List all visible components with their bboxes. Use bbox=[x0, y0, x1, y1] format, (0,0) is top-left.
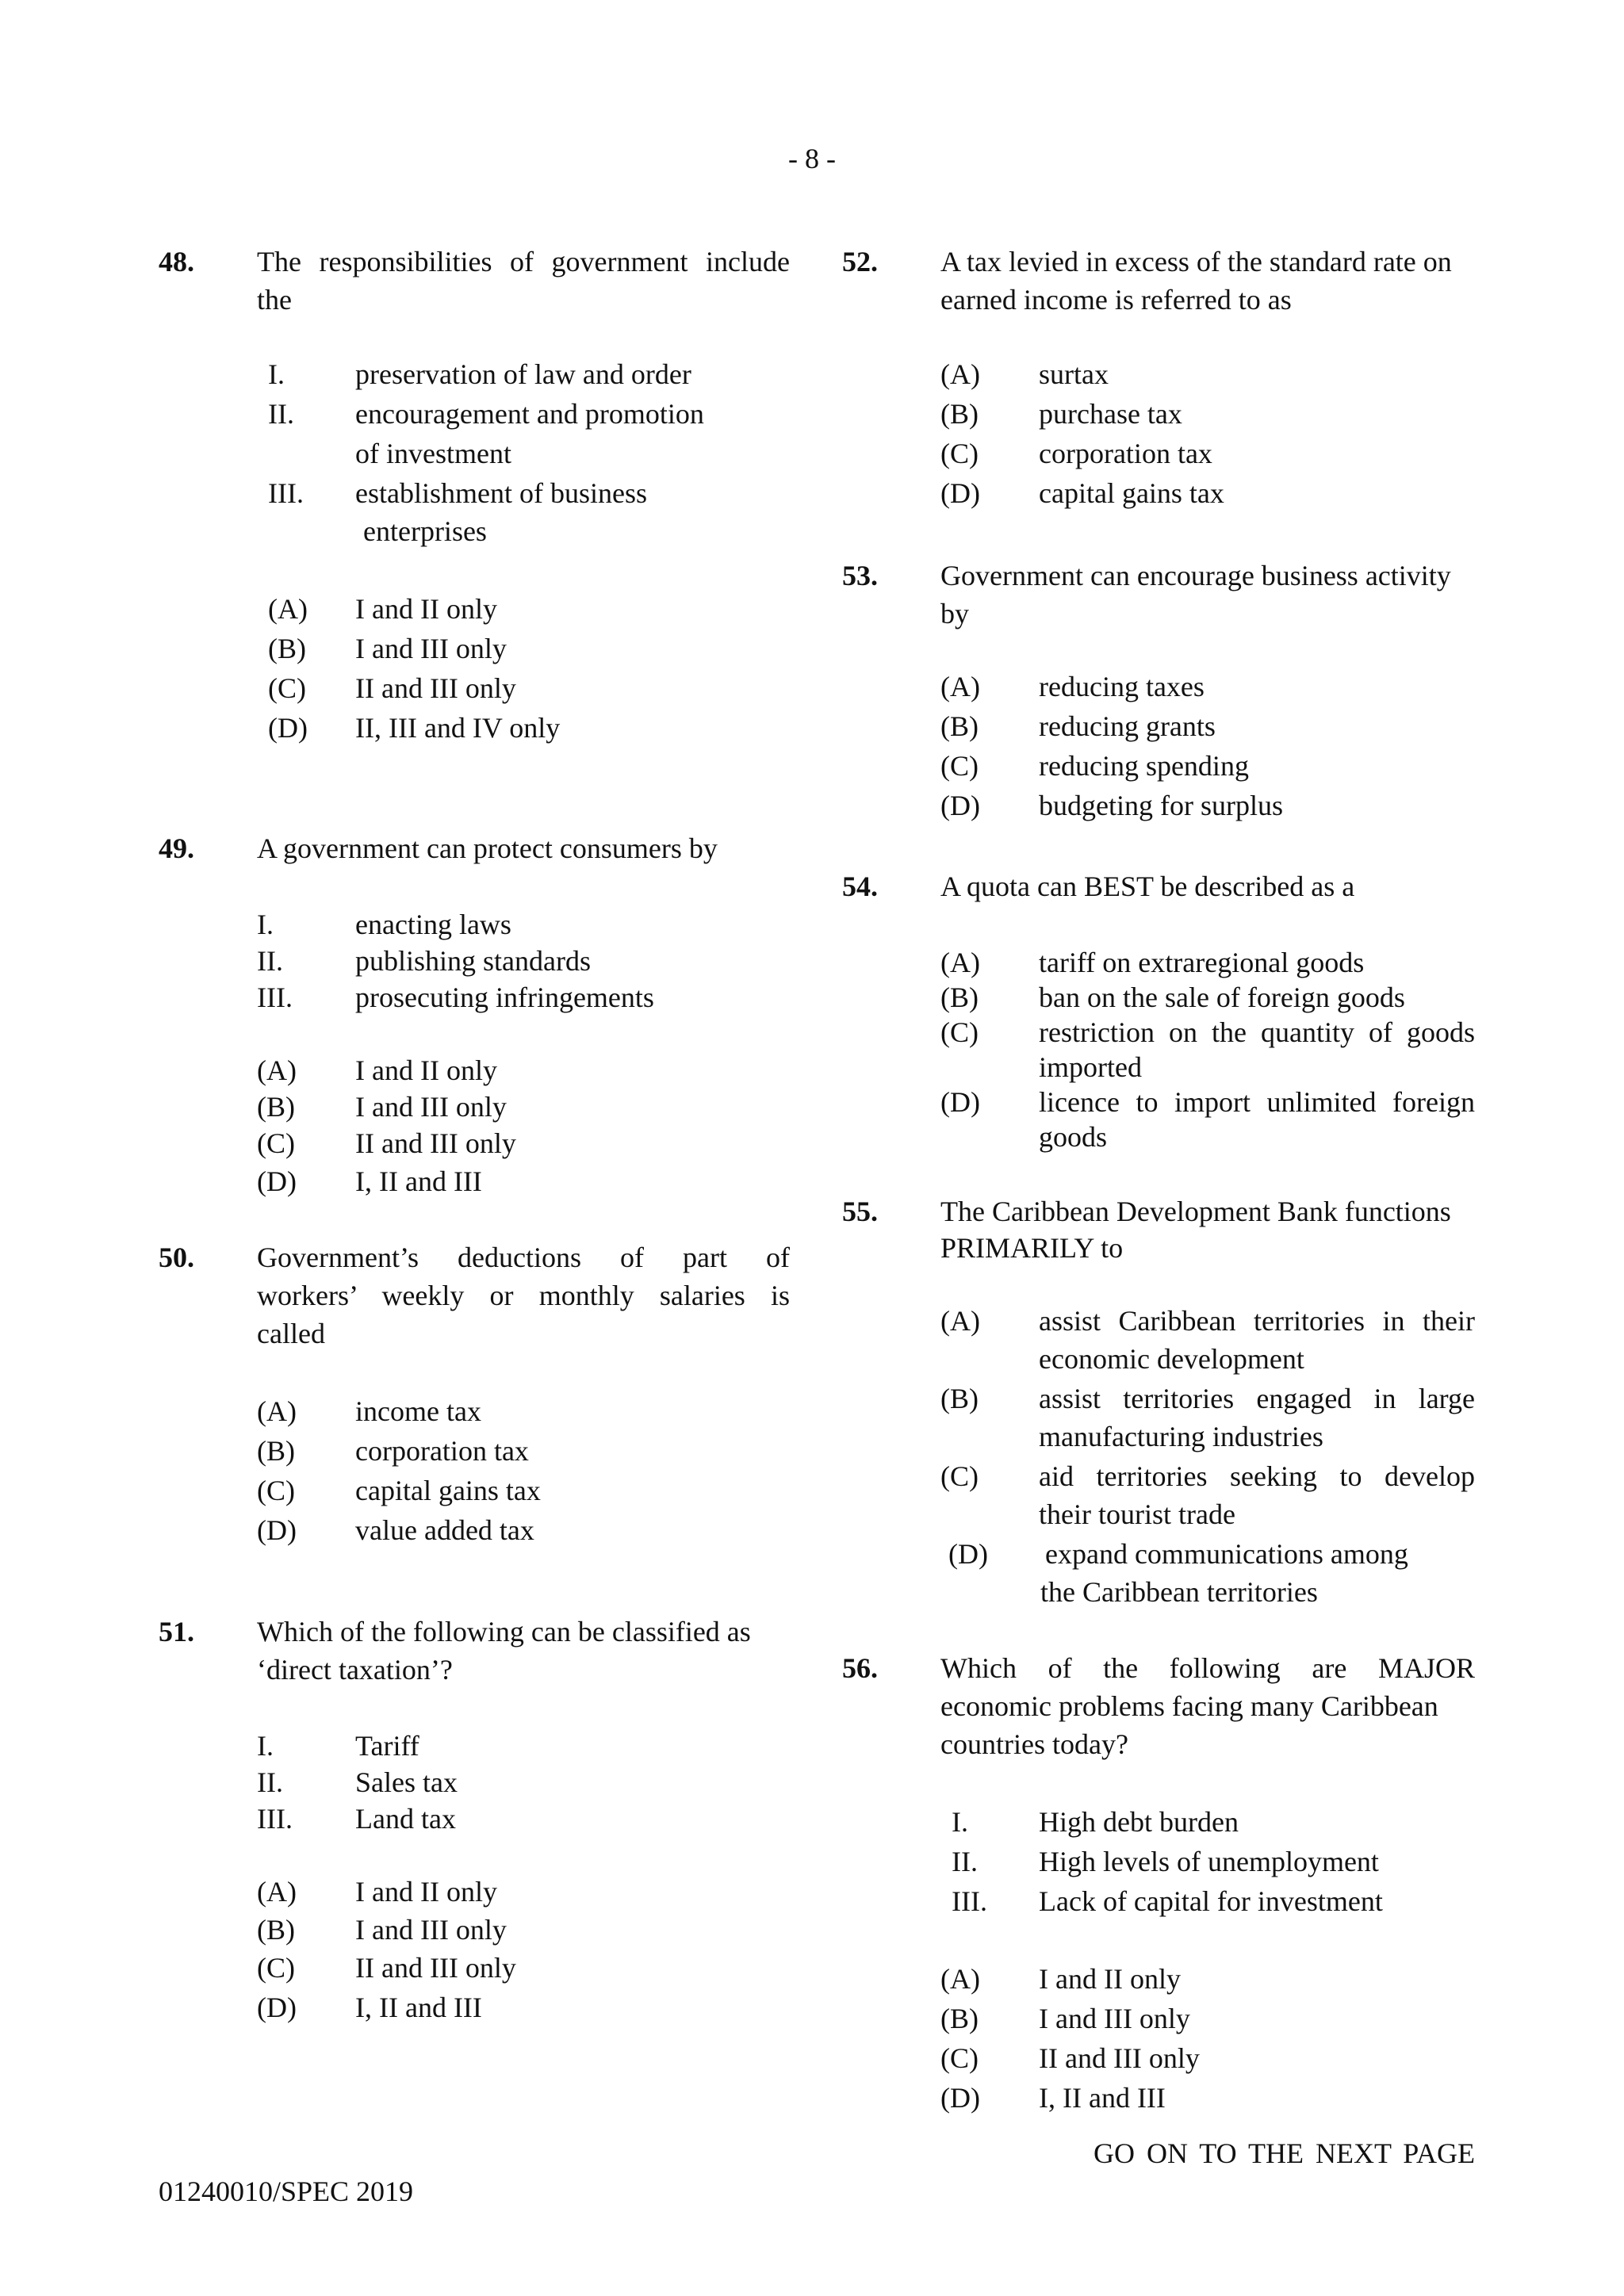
question-stem-line: Government’s deductions of part of bbox=[257, 1242, 790, 1273]
question-stem-line: Government can encourage business activity bbox=[940, 560, 1451, 591]
option-label: (A) bbox=[940, 358, 980, 390]
question-stem-line: ‘direct taxation’? bbox=[257, 1654, 453, 1686]
option-text: value added tax bbox=[355, 1514, 534, 1546]
item-label: III. bbox=[268, 477, 304, 509]
option-label: (D) bbox=[257, 1992, 297, 2023]
item-text: Lack of capital for investment bbox=[1039, 1885, 1383, 1917]
item-text: Tariff bbox=[355, 1730, 419, 1762]
option-text: aid territories seeking to develop bbox=[1039, 1460, 1475, 1492]
question-stem-line: The responsibilities of government include bbox=[257, 246, 790, 277]
question-stem-line: A government can protect consumers by bbox=[257, 832, 718, 864]
option-text: II and III only bbox=[355, 1952, 516, 1984]
item-text: Land tax bbox=[355, 1803, 456, 1835]
question-stem-line: countries today? bbox=[940, 1728, 1128, 1760]
option-label: (A) bbox=[257, 1395, 297, 1427]
item-text: encouragement and promotion bbox=[355, 398, 704, 430]
question-number: 48. bbox=[159, 246, 194, 277]
item-label: II. bbox=[257, 945, 283, 977]
question-number: 55. bbox=[842, 1196, 878, 1227]
option-text: tariff on extraregional goods bbox=[1039, 947, 1365, 978]
question-stem-line: Which of the following can be classified as bbox=[257, 1616, 751, 1647]
option-label: (B) bbox=[940, 1383, 979, 1414]
item-text: publishing standards bbox=[355, 945, 591, 977]
question-stem-line: PRIMARILY to bbox=[940, 1232, 1124, 1264]
item-label: III. bbox=[257, 1803, 293, 1835]
option-text: I and III only bbox=[355, 1091, 507, 1123]
question-number: 49. bbox=[159, 832, 194, 864]
option-text: capital gains tax bbox=[1039, 477, 1224, 509]
option-label: (B) bbox=[940, 2003, 979, 2034]
item-label: I. bbox=[952, 1806, 968, 1838]
question-stem-line: the bbox=[257, 284, 292, 316]
option-label: (C) bbox=[940, 2042, 979, 2074]
option-text: surtax bbox=[1039, 358, 1109, 390]
item-label: I. bbox=[257, 1730, 274, 1762]
option-text: I and II only bbox=[1039, 1963, 1181, 1995]
option-label: (B) bbox=[257, 1914, 295, 1946]
question-stem-line: called bbox=[257, 1318, 325, 1349]
option-label: (C) bbox=[257, 1127, 295, 1159]
option-label: (C) bbox=[257, 1952, 295, 1984]
option-text: their tourist trade bbox=[1039, 1498, 1235, 1530]
paper-code: 01240010/SPEC 2019 bbox=[159, 2175, 414, 2207]
item-text: establishment of business bbox=[355, 477, 647, 509]
option-text: economic development bbox=[1039, 1343, 1304, 1375]
item-text: preservation of law and order bbox=[355, 358, 691, 390]
option-text: II, III and IV only bbox=[355, 712, 561, 744]
option-label: (A) bbox=[940, 1305, 980, 1337]
question-number: 53. bbox=[842, 560, 878, 591]
question-number: 51. bbox=[159, 1616, 194, 1647]
option-label: (B) bbox=[940, 982, 979, 1013]
option-text: the Caribbean territories bbox=[1040, 1576, 1318, 1608]
item-label: II. bbox=[268, 398, 294, 430]
option-text: I, II and III bbox=[355, 1992, 482, 2023]
option-label: (D) bbox=[940, 1086, 980, 1118]
question-number: 50. bbox=[159, 1242, 194, 1273]
item-text: enacting laws bbox=[355, 909, 511, 940]
option-label: (C) bbox=[940, 1460, 979, 1492]
option-label: (B) bbox=[940, 398, 979, 430]
option-text: reducing taxes bbox=[1039, 671, 1205, 702]
option-label: (D) bbox=[940, 790, 980, 821]
question-stem-line: A tax levied in excess of the standard rate on bbox=[940, 246, 1452, 277]
option-text: ban on the sale of foreign goods bbox=[1039, 982, 1405, 1013]
option-text: II and III only bbox=[1039, 2042, 1200, 2074]
option-label: (B) bbox=[257, 1091, 295, 1123]
option-label: (C) bbox=[940, 438, 979, 469]
next-page-note: GO ON TO THE NEXT PAGE bbox=[1093, 2137, 1475, 2169]
option-label: (B) bbox=[257, 1435, 295, 1467]
option-label: (B) bbox=[940, 710, 979, 742]
item-label: II. bbox=[257, 1766, 283, 1798]
question-number: 54. bbox=[842, 871, 878, 902]
option-label: (C) bbox=[940, 1016, 979, 1048]
option-label: (C) bbox=[940, 750, 979, 782]
question-number: 56. bbox=[842, 1652, 878, 1684]
item-label: I. bbox=[268, 358, 285, 390]
option-text: reducing grants bbox=[1039, 710, 1216, 742]
option-text: I and III only bbox=[355, 1914, 507, 1946]
item-text: High debt burden bbox=[1039, 1806, 1239, 1838]
page-number: - 8 - bbox=[788, 143, 836, 174]
option-text: II and III only bbox=[355, 1127, 516, 1159]
option-label: (A) bbox=[940, 1963, 980, 1995]
item-text: enterprises bbox=[363, 515, 487, 547]
option-label: (A) bbox=[940, 671, 980, 702]
option-text: I and III only bbox=[1039, 2003, 1190, 2034]
item-label: III. bbox=[952, 1885, 987, 1917]
option-text: expand communications among bbox=[1045, 1538, 1408, 1570]
option-text: assist territories engaged in large bbox=[1039, 1383, 1475, 1414]
option-label: (D) bbox=[257, 1165, 297, 1197]
option-label: (D) bbox=[948, 1538, 988, 1570]
question-stem-line: The Caribbean Development Bank functions bbox=[940, 1196, 1451, 1227]
item-label: II. bbox=[952, 1846, 978, 1877]
option-text: I, II and III bbox=[1039, 2082, 1166, 2114]
option-text: I, II and III bbox=[355, 1165, 482, 1197]
option-label: (D) bbox=[257, 1514, 297, 1546]
option-text: II and III only bbox=[355, 672, 516, 704]
item-label: III. bbox=[257, 982, 293, 1013]
option-text: restriction on the quantity of goods bbox=[1039, 1016, 1475, 1048]
option-text: I and II only bbox=[355, 1054, 497, 1086]
option-label: (D) bbox=[940, 2082, 980, 2114]
option-text: corporation tax bbox=[1039, 438, 1212, 469]
item-text: of investment bbox=[355, 438, 511, 469]
option-text: I and II only bbox=[355, 593, 497, 625]
option-label: (A) bbox=[268, 593, 308, 625]
option-text: manufacturing industries bbox=[1039, 1421, 1323, 1452]
option-text: income tax bbox=[355, 1395, 481, 1427]
question-stem-line: Which of the following are MAJOR bbox=[940, 1652, 1475, 1684]
item-text: Sales tax bbox=[355, 1766, 458, 1798]
option-text: capital gains tax bbox=[355, 1475, 541, 1506]
question-stem-line: by bbox=[940, 598, 969, 629]
question-stem-line: A quota can BEST be described as a bbox=[940, 871, 1355, 902]
option-text: I and II only bbox=[355, 1876, 497, 1908]
option-label: (D) bbox=[940, 477, 980, 509]
option-label: (D) bbox=[268, 712, 308, 744]
option-text: reducing spending bbox=[1039, 750, 1249, 782]
question-number: 52. bbox=[842, 246, 878, 277]
option-text: assist Caribbean territories in their bbox=[1039, 1305, 1475, 1337]
option-text: purchase tax bbox=[1039, 398, 1182, 430]
option-label: (B) bbox=[268, 633, 306, 664]
option-label: (C) bbox=[257, 1475, 295, 1506]
option-text: imported bbox=[1039, 1051, 1142, 1083]
option-text: goods bbox=[1039, 1121, 1108, 1153]
question-stem-line: workers’ weekly or monthly salaries is bbox=[257, 1280, 790, 1311]
item-text: High levels of unemployment bbox=[1039, 1846, 1379, 1877]
option-text: budgeting for surplus bbox=[1039, 790, 1283, 821]
option-label: (A) bbox=[257, 1054, 297, 1086]
option-text: I and III only bbox=[355, 633, 507, 664]
option-label: (C) bbox=[268, 672, 306, 704]
option-label: (A) bbox=[257, 1876, 297, 1908]
question-stem-line: economic problems facing many Caribbean bbox=[940, 1690, 1438, 1722]
item-label: I. bbox=[257, 909, 274, 940]
option-label: (A) bbox=[940, 947, 980, 978]
question-stem-line: earned income is referred to as bbox=[940, 284, 1292, 316]
option-text: corporation tax bbox=[355, 1435, 529, 1467]
option-text: licence to import unlimited foreign bbox=[1039, 1086, 1475, 1118]
item-text: prosecuting infringements bbox=[355, 982, 654, 1013]
